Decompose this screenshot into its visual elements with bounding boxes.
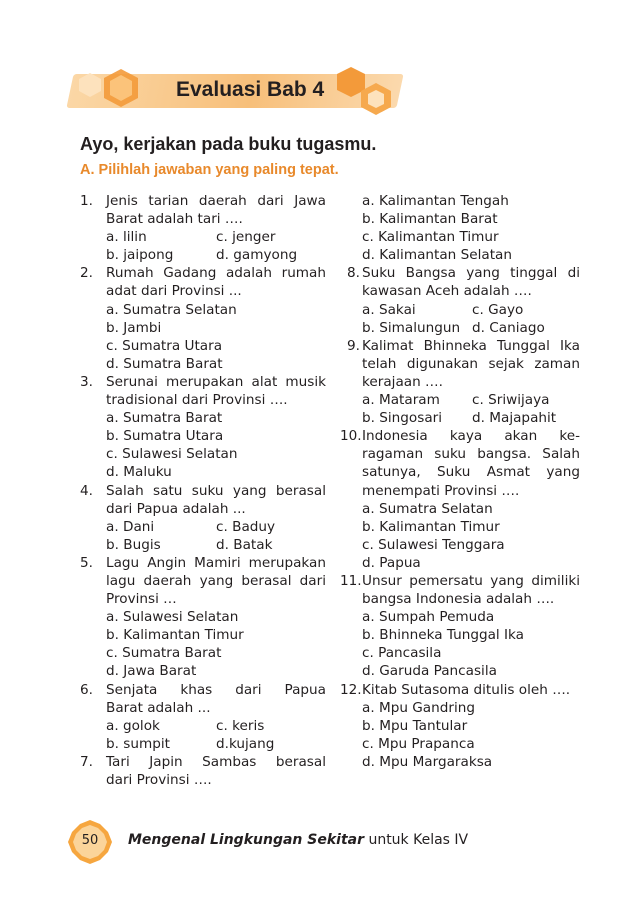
option-row [106, 427, 326, 445]
option-row [362, 753, 580, 771]
answer-option: c. Kalimantan Timur [362, 229, 499, 246]
answer-option: d. Jawa Barat [106, 663, 197, 680]
decorative-hexagon-icon [360, 82, 392, 116]
option-row [362, 518, 580, 536]
question-text: dari Papua adalah ... [106, 500, 246, 517]
question-text: kawasan Aceh adalah …. [362, 283, 532, 300]
question-number: 9. [347, 337, 360, 354]
answer-option: c. Sriwijaya [472, 392, 550, 409]
question-text: Jenis tarian daerah dari Jawa [106, 193, 326, 209]
option-row [106, 409, 326, 427]
question-number: 7. [80, 753, 93, 770]
answer-option: b. Singosari [362, 410, 443, 427]
question-text: Kalimat Bhinneka Tunggal Ika [362, 337, 580, 354]
answer-option: d. Majapahit [472, 410, 557, 427]
question-number: 4. [80, 482, 93, 499]
option-row [106, 662, 326, 680]
option-row [362, 500, 580, 518]
option-row [106, 301, 326, 319]
answer-option: b. Kalimantan Timur [362, 518, 500, 535]
answer-option: a. Mpu Gandring [362, 699, 475, 716]
answer-option: b. Simalungun [362, 319, 461, 336]
option-row [362, 735, 580, 753]
answer-option: a. Sumatra Selatan [362, 500, 493, 517]
question-number: 11. [340, 572, 362, 589]
question-number: 12. [340, 681, 362, 698]
answer-option: c. keris [216, 717, 265, 734]
book-title-footer [128, 832, 468, 848]
left-question-column [80, 192, 326, 789]
option-row [362, 536, 580, 554]
answer-option: b. Kalimantan Timur [106, 627, 244, 644]
question-text: menempati Provinsi …. [362, 482, 520, 499]
option-row [362, 409, 580, 427]
option-row [362, 391, 580, 409]
answer-option: c. Baduy [216, 518, 276, 535]
question-item [80, 753, 326, 789]
question-item [80, 373, 326, 482]
option-row [106, 608, 326, 626]
option-row [362, 554, 580, 572]
answer-option: d. Batak [216, 536, 273, 553]
answer-option: d. gamyong [216, 247, 298, 264]
option-row [106, 626, 326, 644]
question-item [80, 554, 326, 681]
question-text: Senjata khas dari Papua [106, 681, 326, 698]
option-row [106, 717, 326, 735]
book-subtitle: untuk Kelas IV [364, 832, 469, 848]
option-row [362, 717, 580, 735]
question-number: 8. [347, 265, 360, 282]
answer-option: b. Mpu Tantular [362, 717, 468, 734]
question-item [80, 264, 326, 373]
answer-option: a. Sumpah Pemuda [362, 609, 495, 626]
question-number: 10. [340, 428, 362, 445]
option-row [106, 228, 326, 246]
decorative-hexagon-icon [102, 68, 140, 108]
answer-option: c. Mpu Prapanca [362, 735, 475, 752]
question-text: Unsur pemersatu yang dimiliki [362, 572, 580, 589]
option-row [106, 246, 326, 264]
question-text: Suku Bangsa yang tinggal di [362, 265, 580, 282]
answer-option: a. Sumatra Selatan [106, 301, 237, 318]
answer-option: d. Caniago [472, 319, 545, 336]
question-text: Rumah Gadang adalah rumah [106, 265, 326, 282]
question-text: Provinsi … [106, 591, 177, 608]
answer-option: b. sumpit [106, 735, 170, 752]
question-text: lagu daerah yang berasal dari [106, 572, 326, 589]
answer-option: b. jaipong [106, 247, 174, 264]
question-text: kerajaan …. [362, 373, 443, 390]
answer-option: a. Mataram [362, 392, 440, 409]
question-text: Salah satu suku yang berasal [106, 482, 326, 499]
question-text: Lagu Angin Mamiri merupakan [106, 554, 326, 571]
answer-option: c. Gayo [472, 301, 524, 318]
answer-option: d. Mpu Margaraksa [362, 753, 493, 770]
question-item [340, 681, 580, 771]
answer-option: b. Sumatra Utara [106, 428, 224, 445]
option-row [106, 536, 326, 554]
answer-option: a. Dani [106, 518, 155, 535]
question-number: 2. [80, 265, 93, 282]
question-text: tradisional dari Provinsi …. [106, 392, 288, 409]
answer-option: c. Sumatra Barat [106, 645, 222, 662]
chapter-banner [70, 70, 400, 112]
question-text: Barat adalah ... [106, 699, 211, 716]
answer-option: a. Sumatra Barat [106, 410, 223, 427]
answer-option: a. Kalimantan Tengah [362, 193, 509, 209]
question-number: 3. [80, 373, 93, 390]
right-question-column [340, 192, 580, 771]
question-item [340, 264, 580, 336]
question-text: satunya, Suku Asmat yang [362, 464, 580, 481]
question-text: dari Provinsi …. [106, 772, 212, 788]
answer-option: c. Pancasila [362, 645, 442, 662]
answer-option: c. Sulawesi Selatan [106, 446, 238, 463]
option-row [106, 445, 326, 463]
option-row [362, 626, 580, 644]
question-number: 6. [80, 681, 93, 698]
option-row [362, 301, 580, 319]
question-text: telah digunakan sejak zaman [362, 355, 580, 372]
question-item [80, 482, 326, 554]
option-row [106, 735, 326, 753]
instruction-main: Ayo, kerjakan pada buku tugasmu. [80, 134, 377, 154]
question-number: 1. [80, 193, 93, 209]
option-row [362, 644, 580, 662]
option-row [106, 463, 326, 481]
option-row [106, 319, 326, 337]
option-row [362, 662, 580, 680]
answer-option: d.kujang [216, 735, 275, 752]
question-text: Kitab Sutasoma ditulis oleh …. [362, 681, 571, 698]
option-row [362, 699, 580, 717]
option-row [106, 355, 326, 373]
question-text: Indonesia kaya akan ke- [362, 428, 580, 445]
answer-option: c. Sulawesi Tenggara [362, 536, 505, 553]
question-item [340, 427, 580, 572]
answer-option: d. Kalimantan Selatan [362, 247, 512, 264]
question-text: ragaman suku bangsa. Salah [362, 446, 580, 463]
answer-option: d. Papua [362, 554, 421, 571]
answer-option: b. Jambi [106, 319, 162, 336]
decorative-hexagon-icon [78, 72, 102, 98]
option-row [362, 319, 580, 337]
answer-option: c. jenger [216, 229, 276, 246]
question-7-options [340, 192, 580, 264]
answer-option: d. Garuda Pancasila [362, 663, 497, 680]
answer-option: b. Bugis [106, 536, 161, 553]
question-text: Serunai merupakan alat musik [106, 373, 326, 390]
answer-option: a. golok [106, 717, 160, 734]
option-row [106, 518, 326, 536]
option-row [106, 644, 326, 662]
question-text: adat dari Provinsi ... [106, 283, 242, 300]
chapter-title: Evaluasi Bab 4 [176, 78, 325, 101]
option-row [106, 337, 326, 355]
question-text: Barat adalah tari …. [106, 211, 243, 228]
question-item [340, 572, 580, 681]
answer-option: b. Kalimantan Barat [362, 211, 498, 228]
answer-option: a. lilin [106, 229, 147, 246]
answer-option: a. Sulawesi Selatan [106, 609, 239, 626]
question-number: 5. [80, 554, 93, 571]
answer-option: c. Sumatra Utara [106, 337, 223, 354]
answer-option: a. Sakai [362, 301, 416, 318]
page-number: 50 [81, 833, 99, 848]
question-item [80, 192, 326, 264]
answer-option: d. Maluku [106, 464, 172, 481]
option-row [362, 608, 580, 626]
book-title: Mengenal Lingkungan Sekitar [128, 832, 364, 848]
section-heading: A. Pilihlah jawaban yang paling tepat. [80, 162, 339, 178]
question-item [80, 681, 326, 753]
question-text: bangsa Indonesia adalah …. [362, 591, 555, 608]
question-text: Tari Japin Sambas berasal [106, 753, 326, 770]
answer-option: d. Sumatra Barat [106, 355, 223, 372]
question-item [340, 337, 580, 427]
answer-option: b. Bhinneka Tunggal Ika [362, 627, 524, 644]
